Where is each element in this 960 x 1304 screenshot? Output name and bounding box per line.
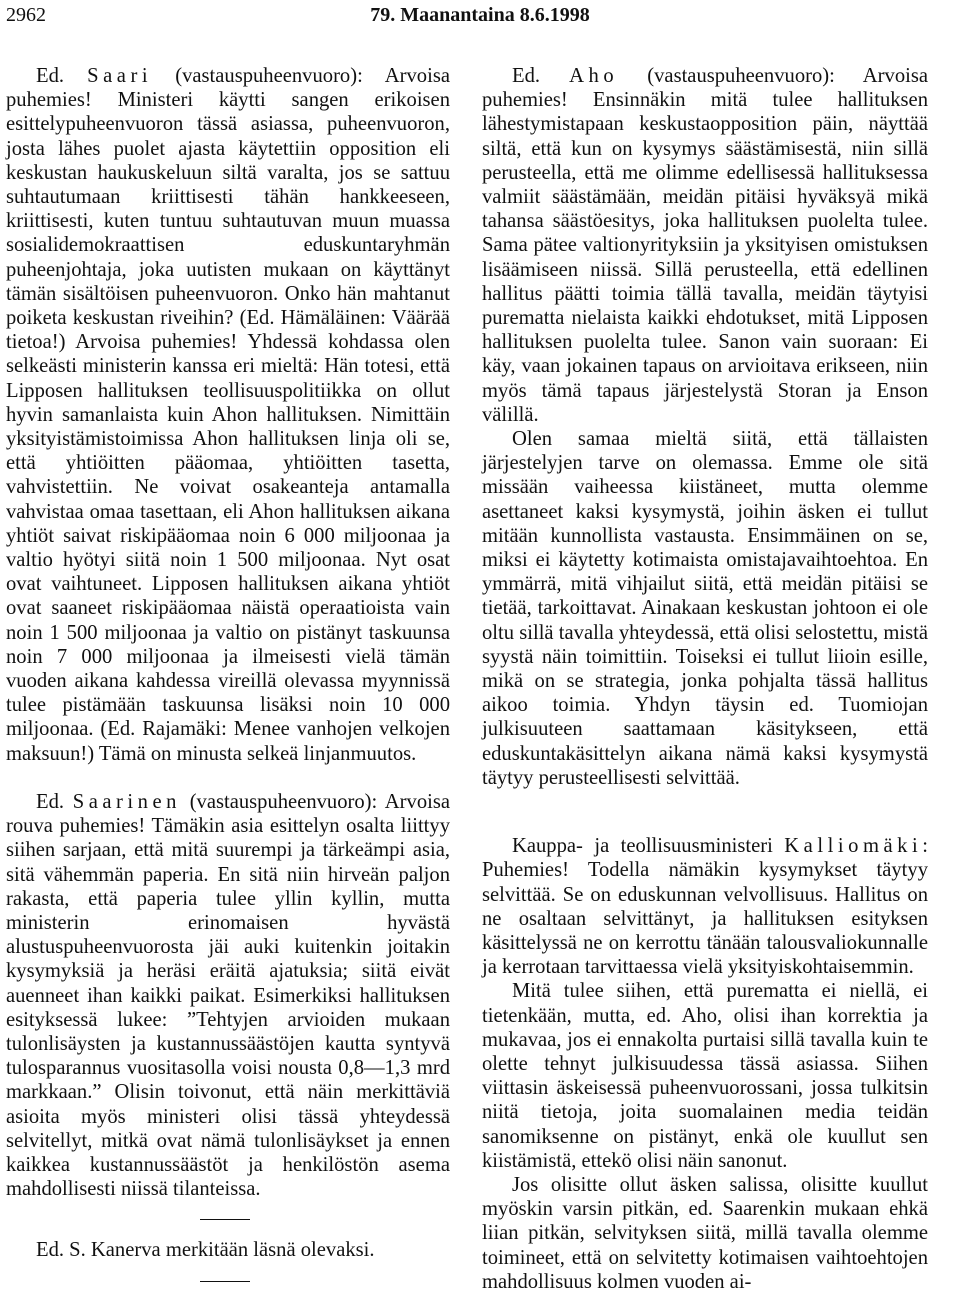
speaker-prefix: Ed. <box>36 65 65 87</box>
section-divider <box>200 1219 250 1220</box>
speech-kalliomaki <box>482 834 928 979</box>
speech-text: (vastauspuheenvuoro): Arvoisa puhemies! Ensinnäkin mitä tulee hallituksen lähestymistapaan keskustaopposition päin, näyttää siltä, että kun on kysymys säästämisestä, niin sillä perusteella, että me olimme edellisessä hallituksessa valmiit säästämään, meidän pitäisi hyväksyä mikä tahansa säästöesitys, joka hallituksen puolelta tulee. Sama pätee valtionyrityksiin ja yksityisen omistuksen lisäämiseen niissä. Sillä perusteella, että edellinen hallitus päätti toimia tällä tavalla, meidän täytyisi purematta nielaista kaikki ehdotukset, mitä Lipposen hallituksen puolelta tulee. Sanon vain suoraan: Ei käy, vaan jokainen tapaus on arvioitava erikseen, niin myös tämä tapaus järjestelystä Storan ja Enson välillä. <box>482 65 929 426</box>
speech-kalliomaki-paragraph: Jos olisitte ollut äsken salissa, olisitte kuullut myöskin varsin pitkän, ed. Saarenkin mukaan ehkä liian pitkän, selvityksen siitä, millä tavalla olemme toimineet, että on selvitetty kotimaisen vaihtoehtojen mahdollisuus kolmen vuoden ai- <box>482 1173 928 1293</box>
speech-text: (vastauspuheenvuoro): Arvoisa puhemies! Ministeri käytti sangen erikoisen esittelypuheenvuoron tässä asiassa, puheenvuoron, josta lähes puolet ajasta käytettiin opposition eli keskustan haukuskeluun siltä varalta, jos se sattuu suhtautumaan kriittisesti tähän hankkeeseen, kriittisesti, kuten tuntuu suhtautuvan muun muassa sosialidemokraattisen eduskuntaryhmän puheenjohtaja, joka uutisten mukaan on käyttänyt tämän sisältöisen puheenvuoron. Onko hän mahtanut poiketa keskustan riveihin? (Ed. Hämäläinen: Väärää tietoa!) Arvoisa puhemies! Yhdessä kohdassa olen selkeästi ministerin kanssa eri mieltä: Hän totesi, että Lipposen hallituksen teollisuuspolitiikka on ollut hyvin samanlaista kuin Ahon hallituksen. Nimittäin yksityistämistoimissa Ahon hallituksen linja oli se, että yhtiöitten pääomaa, yhtiöitten tasetta, vahvistettiin. Ne voivat osakeanteja antamalla vahvistaa omaa tasettaan, eli Ahon hallituksen aikana yhtiöt saivat riskipääomaa noin 6 000 miljoonaa ja valtio hyötyi siitä noin 1 500 miljoonaa. Nyt osat ovat vaihtuneet. Lipposen hallituksen aikana yhtiöt ovat saaneet riskipääomaa näistä operaatioista vain noin 1 500 miljoonaa ja valtio on pistänyt taskuunsa noin 7 000 miljoonaa ja ilmeisesti vielä tämän vuoden aikana kahdessa vireillä olevassa myynnissä tulee pistämään taskuunsa lisäksi noin 10 000 miljoonaa. (Ed. Rajamäki: Menee vanhojen velkojen maksuun!) Tämä on minusta selkeä linjanmuutos. <box>6 65 450 765</box>
speaker-name: Kalliomäki <box>784 835 923 858</box>
left-column <box>6 64 450 1300</box>
speaker-prefix: Ed. <box>512 65 541 87</box>
page-number: 2962 <box>6 4 46 26</box>
speech-aho-paragraph: Olen samaa mieltä siitä, että tällaisten järjestelyjen tarve on olemassa. Emme ole sitä missään vaiheessa kiistäneet, mutta olemme asettaneet kaksi kysymystä, joihin äsken ei tullut mitään kunnollista vastausta. Ensimmäinen on se, miksi ei käytetty kotimaista omistajavaihtoehtoa. En ymmärrä, mitä vihjailut siitä, että meidän pitäisi se tietää, tarkoittavat. Ainakaan keskustan johtoon ei ole oltu sillä tavalla yhteydessä, että olisi selostettu, mistä syystä näin toimittiin. Toiseksi ei tullut liioin esille, mikä on se strategia, jonka pohjalta tässä hallitus aikoo toimia. Yhdyn täysin ed. Tuomiojan julkisuuteen saattamaan käsitykseen, että eduskuntakäsittelyn aikana nämä kaksi kysymystä täytyy perusteellisesti selvittää. <box>482 428 928 789</box>
right-column <box>482 64 928 1294</box>
speaker-name: Saari <box>87 65 153 87</box>
speaker-name: Aho <box>569 65 619 87</box>
speech-text: (vastauspuheenvuoro): Arvoisa rouva puhemies! Tämäkin asia esittelyn osalta liittyy siihen sarjaan, että mitä suurempi ja tärkeämpi asia, sitä vähemmän paperia. En sitä niin hirveän paljon rakasta, että paperia tulee yllin kyllin, mutta ministerin erinomaisen hyvästä alustuspuheenvuorosta jäi auki kuitenkin joitakin kysymyksiä ja heräsi eräitä ajatuksia; siitä eivät auenneet ihan kaikki paikat. Esimerkiksi hallituksen esityksessä lukee: ”Tehtyjen arvioiden mukaan tulonlisäysten ja kustannussäästöjen kautta syntyvä tulosparannus vuositasolla voisi nousta 0,8—1,3 mrd markkaan.” Olisin toivonut, että näin merkittäviä asioita myös ministeri olisi tässä yhteydessä selvitellyt, mitkä ovat nämä tulonlisäykset ja ennen kaikkea kustannussäästöt ja henkilöstön asema mahdollisesti niissä tilanteissa. <box>6 790 450 1201</box>
speech-saarinen <box>6 790 450 1201</box>
speech-aho <box>482 64 928 427</box>
speaker-prefix: Ed. <box>36 790 65 813</box>
speaker-name: Saarinen <box>72 790 182 813</box>
section-divider-bottom <box>200 1281 250 1282</box>
speaker-title: Kauppa- ja teollisuusministeri <box>512 835 773 858</box>
attendance-notice: Ed. S. Kanerva merkitään läsnä olevaksi. <box>36 1239 375 1262</box>
speech-saari <box>6 64 450 766</box>
running-head: 79. Maanantaina 8.6.1998 <box>370 4 590 26</box>
speech-text: : Puhemies! Todella nämäkin kysymykset täytyy selvittää. Se on eduskunnan velvollisuus. Hallitus on ne osaltaan selvittänyt, ja hallituksen esityksen käsittelyssä ne on kerrottu tänään talousvaliokunnalle ja kerrotaan tarvittaessa vielä yksityiskohtaisemmin. <box>482 835 928 979</box>
speech-kalliomaki-paragraph: Mitä tulee siihen, että purematta ei niellä, ei tietenkään, mutta, ed. Aho, olisi ihan korrektia ja mukavaa, jos ei ennakolta purtaisi sillä tavalla kuin te olette tehnyt julkisuudessa tässä asiassa. Siihen viittasin äskeisessä puheenvuorossani, jossa tulkitsin niitä tietoja, joita suomalainen media teidän sanomiksenne on pistänyt, enkä ole kuullut sen kiistämistä, ettekö olisi näin sanonut. <box>482 980 928 1172</box>
